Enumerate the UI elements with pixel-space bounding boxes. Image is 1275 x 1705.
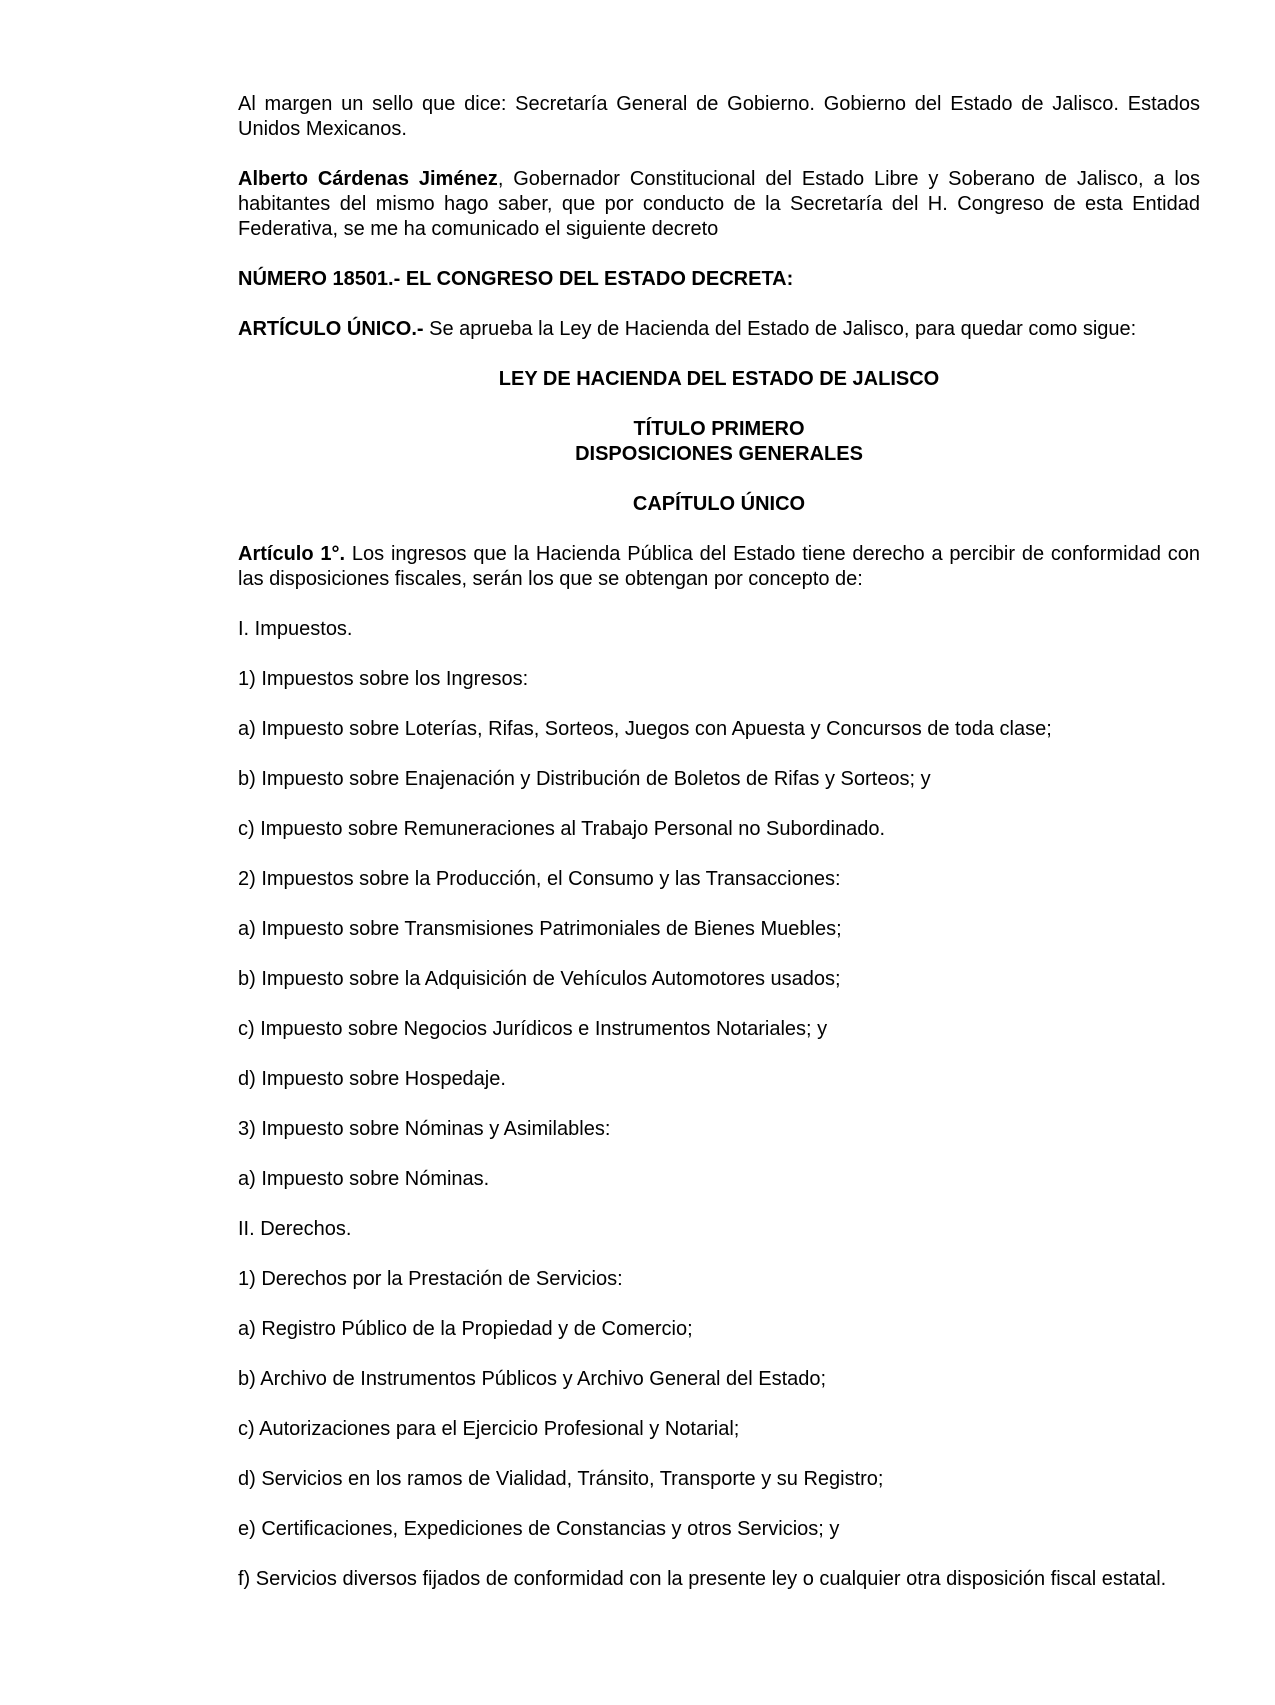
- document-page: [238, 92, 1200, 1617]
- title-name: DISPOSICIONES GENERALES: [575, 443, 863, 465]
- list-item: 2) Impuestos sobre la Producción, el Consumo y las Transacciones:: [238, 868, 841, 890]
- list-item: 3) Impuesto sobre Nóminas y Asimilables:: [238, 1118, 611, 1140]
- list-item: I. Impuestos.: [238, 618, 353, 640]
- list-item: a) Impuesto sobre Loterías, Rifas, Sorteos, Juegos con Apuesta y Concursos de toda clase;: [238, 718, 1052, 740]
- list-item: a) Registro Público de la Propiedad y de Comercio;: [238, 1318, 693, 1340]
- single-article-paragraph: [238, 317, 1200, 342]
- list-item: d) Servicios en los ramos de Vialidad, Tránsito, Transporte y su Registro;: [238, 1468, 884, 1490]
- list-item: II. Derechos.: [238, 1218, 352, 1240]
- list-item: 1) Derechos por la Prestación de Servicios:: [238, 1268, 623, 1290]
- title-heading: [238, 417, 1200, 467]
- list-item: c) Autorizaciones para el Ejercicio Profesional y Notarial;: [238, 1418, 740, 1440]
- chapter-heading: CAPÍTULO ÚNICO: [632, 493, 806, 515]
- list-item: c) Impuesto sobre Remuneraciones al Trabajo Personal no Subordinado.: [238, 818, 886, 840]
- list-item: e) Certificaciones, Expediciones de Constancias y otros Servicios; y: [238, 1518, 840, 1540]
- law-title: LEY DE HACIENDA DEL ESTADO DE JALISCO: [498, 368, 940, 390]
- article-1-label: Artículo 1°.: [238, 543, 346, 565]
- article-1-text: Los ingresos que la Hacienda Pública del Estado tiene derecho a percibir de conformidad con las disposiciones fiscales, serán los que se obtengan por concepto de:: [238, 543, 1201, 590]
- list-item: b) Impuesto sobre la Adquisición de Vehículos Automotores usados;: [238, 968, 841, 990]
- seal-paragraph: Al margen un sello que dice: Secretaría General de Gobierno. Gobierno del Estado de Jalisco. Estados Unidos Mexicanos.: [238, 93, 1200, 140]
- single-article-label: ARTÍCULO ÚNICO.-: [238, 318, 424, 340]
- single-article-text: Se aprueba la Ley de Hacienda del Estado de Jalisco, para quedar como sigue:: [423, 318, 1137, 340]
- decree-number: NÚMERO 18501.- EL CONGRESO DEL ESTADO DECRETA:: [238, 268, 794, 290]
- article-1-paragraph: [238, 542, 1200, 592]
- list-item: c) Impuesto sobre Negocios Jurídicos e Instrumentos Notariales; y: [238, 1018, 828, 1040]
- list-item: b) Archivo de Instrumentos Públicos y Archivo General del Estado;: [238, 1368, 827, 1390]
- governor-paragraph: [238, 167, 1200, 242]
- title-number: TÍTULO PRIMERO: [633, 418, 805, 440]
- last-list-item: f) Servicios diversos fijados de conformidad con la presente ley o cualquier otra disposición fiscal estatal.: [238, 1568, 1167, 1590]
- governor-text: , Gobernador Constitucional del Estado Libre y Soberano de Jalisco, a los habitantes del mismo hago saber, que por conducto de la Secretaría del H. Congreso de esta Entidad Federativa, se me ha comunicado el siguiente decreto: [238, 168, 1200, 240]
- governor-name: Alberto Cárdenas Jiménez: [238, 168, 498, 190]
- list-item: d) Impuesto sobre Hospedaje.: [238, 1068, 506, 1090]
- list-item: a) Impuesto sobre Nóminas.: [238, 1168, 490, 1190]
- list-item: b) Impuesto sobre Enajenación y Distribución de Boletos de Rifas y Sorteos; y: [238, 768, 931, 790]
- list-item: 1) Impuestos sobre los Ingresos:: [238, 668, 529, 690]
- list-item: a) Impuesto sobre Transmisiones Patrimoniales de Bienes Muebles;: [238, 918, 842, 940]
